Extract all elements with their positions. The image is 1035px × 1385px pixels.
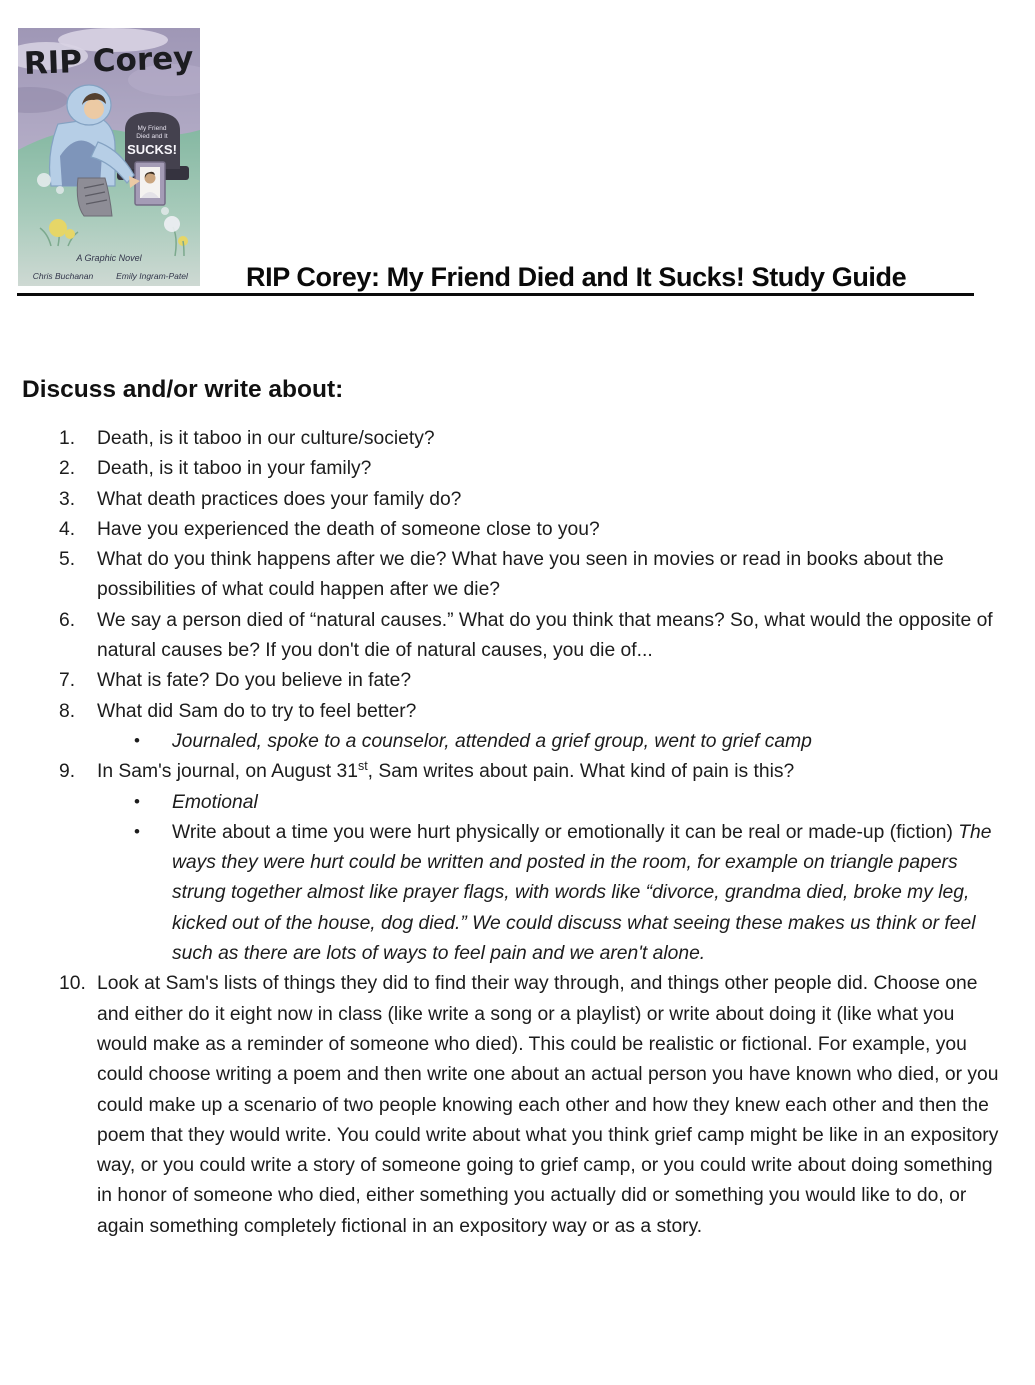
yellow-flower [49, 219, 67, 237]
question-text: What death practices does your family do? [97, 488, 462, 510]
gravestone [125, 112, 180, 169]
question-text: In Sam's journal, on August 31st, Sam writes about pain. What kind of pain is this? [97, 759, 795, 783]
bullet-icon: • [134, 821, 140, 841]
question-item [0, 606, 1002, 667]
question-item [0, 515, 1002, 545]
question-text: What did Sam do to try to feel better? [97, 700, 417, 722]
question-number: 9. [59, 761, 76, 783]
question-text: What is fate? Do you believe in fate? [97, 670, 412, 692]
dandelion-puff [164, 216, 180, 232]
question-number: 10. [59, 973, 86, 995]
bullet-icon: • [134, 791, 140, 811]
question-item [0, 697, 1002, 727]
question-number: 4. [59, 518, 76, 540]
dandelion-puff [37, 173, 51, 187]
sam-face [84, 99, 104, 119]
question-item [0, 485, 1002, 515]
question-item [0, 969, 1002, 1242]
yellow-flower [65, 229, 75, 239]
question-number: 6. [59, 609, 76, 631]
book-cover-image [18, 28, 200, 286]
cover-title-text: RIP Corey [23, 40, 194, 82]
gravestone-text-line3: SUCKS! [127, 142, 177, 157]
page-title: RIP Corey: My Friend Died and It Sucks! Study Guide [246, 262, 907, 292]
question-text: Emotional [172, 791, 258, 813]
bullet-item [0, 818, 1002, 969]
question-number: 5. [59, 549, 76, 571]
dandelion-puff [56, 186, 64, 194]
section-heading: Discuss and/or write about: [22, 376, 344, 403]
question-text: What do you think happens after we die? What have you seen in movies or read in books about the possibilities of what could happen after we die? [97, 549, 944, 601]
question-item [0, 757, 1002, 787]
question-item [0, 666, 1002, 696]
cover-author-1: Chris Buchanan [32, 271, 94, 281]
question-text: We say a person died of “natural causes.” What do you think that means? So, what would the opposite of natural causes be? If you don't die of natural causes, you die of... [97, 609, 993, 662]
question-text: Journaled, spoke to a counselor, attended a grief group, went to grief camp [172, 730, 812, 752]
bullet-item [0, 727, 1002, 757]
title-underline [17, 293, 974, 296]
gravestone-text-line1: My Friend [137, 125, 167, 132]
boot [77, 178, 112, 216]
question-text: Write about a time you were hurt physically or emotionally it can be real or made-up (fiction) The ways they were hurt could be written and posted in the room, for example on triangle papers strung together almost like prayer flags, with words like “divorce, grandma died, broke my leg, kicked out of the house, dog died.” We could discuss what seeing these makes us think or feel such as there are lots of ways to feel pain and we aren't alone. [172, 821, 992, 965]
question-text: Death, is it taboo in our culture/society? [97, 428, 435, 449]
cover-subtitle: A Graphic Novel [76, 253, 142, 263]
question-number: 8. [59, 700, 76, 722]
gravestone-text-line2: Died and It [136, 133, 168, 140]
cover-author-2: Emily Ingram-Patel [116, 271, 188, 281]
bullet-item [0, 788, 1002, 818]
question-text: Look at Sam's lists of things they did to find their way through, and things other people did. Choose one and either do it eight now in class (like write a song or a playlist) or write about doing it (like what you would make as a reminder of someone who died). This could be realistic or fictional. For example, you could choose writing a poem and then write one about an actual person you have known who died, or you could make up a scenario of two people knowing each other and how they knew each other and then the poem that they would write. You could write about what you think grief camp might be like in an expository way, or you could write a story of someone going to grief camp, or you could write about doing something in honor of someone who died, either something you actually did or something you would like to do, or again something completely fictional in an expository way or as a story. [97, 973, 999, 1237]
dandelion-puff [161, 207, 169, 215]
question-number: 1. [59, 428, 76, 449]
question-item [0, 454, 1002, 484]
bullet-icon: • [134, 730, 140, 750]
question-text: Death, is it taboo in your family? [97, 458, 372, 480]
question-number: 7. [59, 670, 76, 692]
question-text: Have you experienced the death of someone close to you? [97, 518, 600, 540]
question-number: 3. [59, 488, 76, 510]
question-item [0, 545, 1002, 606]
question-number: 2. [59, 458, 76, 480]
question-item [0, 424, 1002, 454]
question-list [0, 424, 1002, 1242]
book-cover-art [18, 28, 200, 286]
